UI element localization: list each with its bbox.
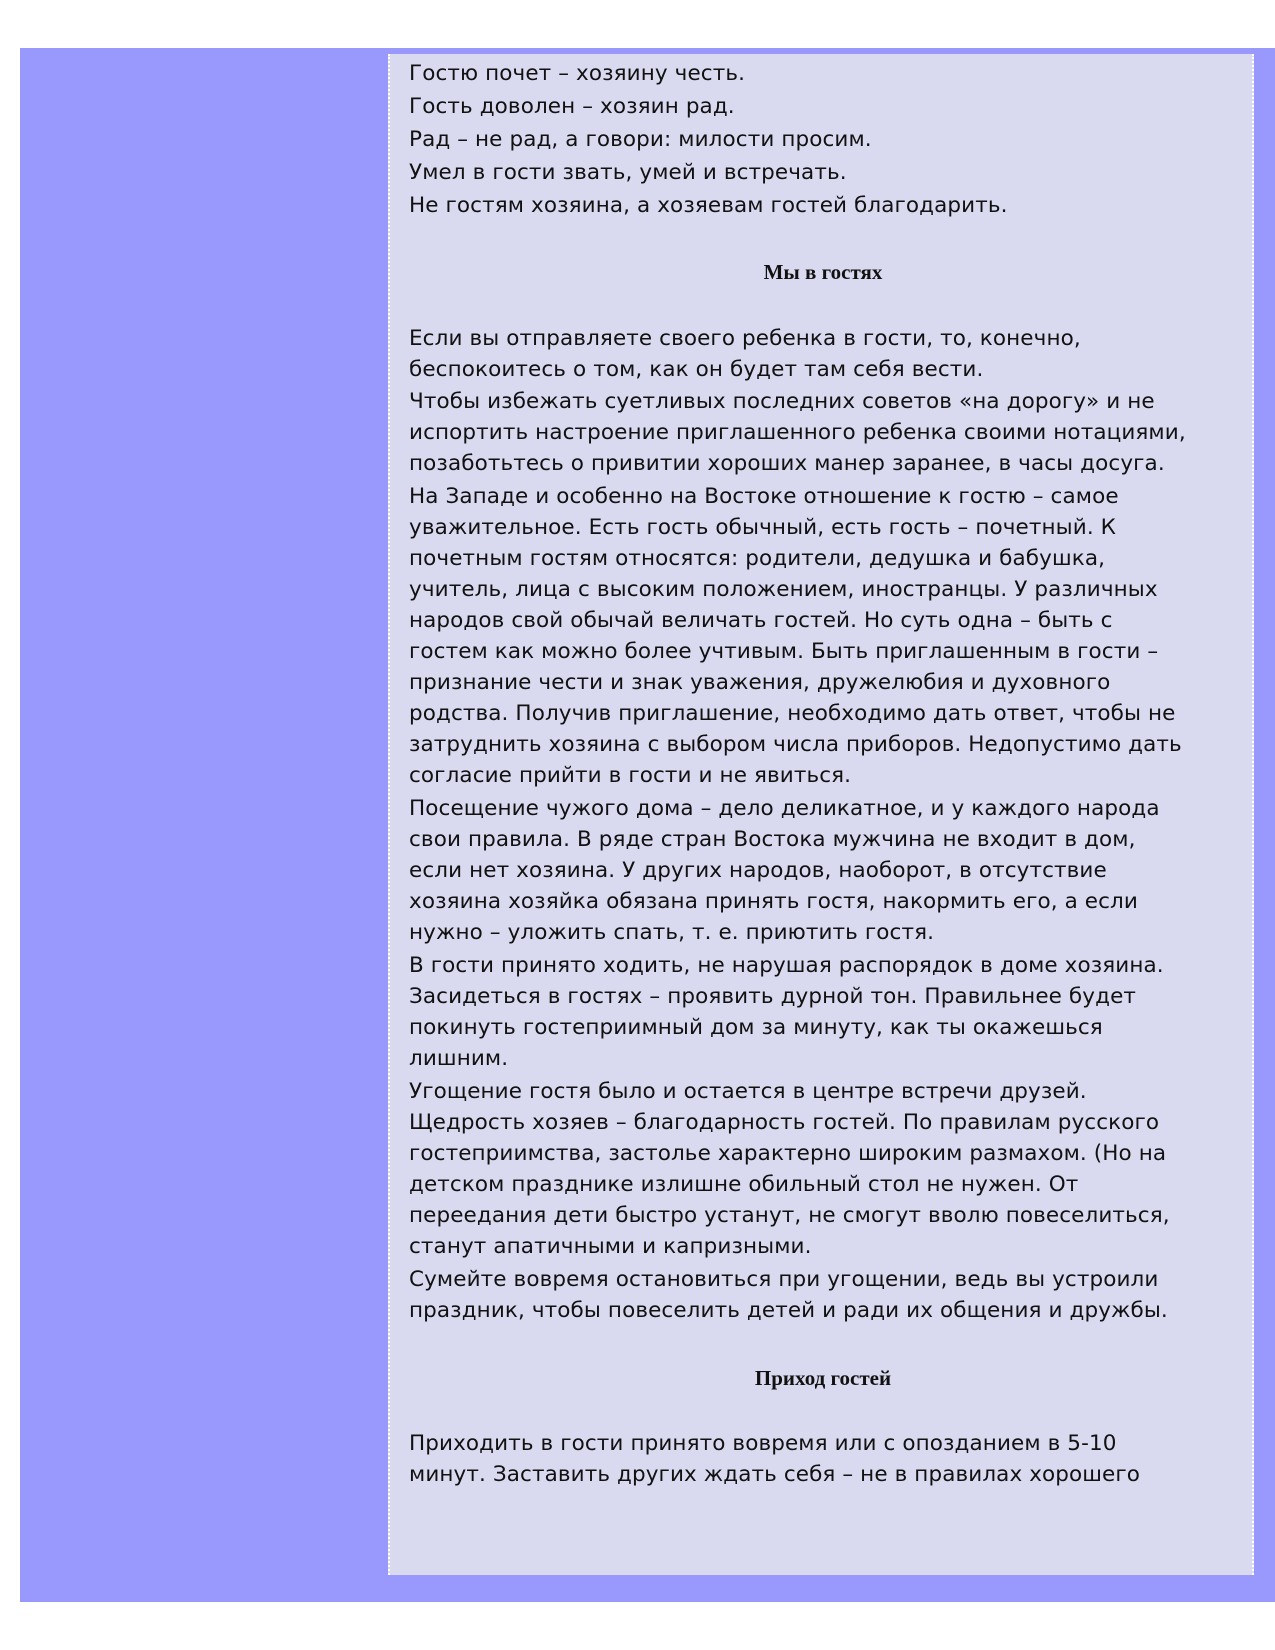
- proverb: Гость доволен – хозяин рад.: [409, 94, 735, 119]
- text-line: затруднить хозяина с выбором числа приборов. Недопустимо дать: [409, 732, 1182, 757]
- text-line: учитель, лица с высоким положением, иностранцы. У различных: [409, 577, 1158, 602]
- text-line: родства. Получив приглашение, необходимо дать ответ, чтобы не: [409, 701, 1176, 726]
- text-line: уважительное. Есть гость обычный, есть гость – почетный. К: [409, 515, 1117, 540]
- text-line: покинуть гостеприимный дом за минуту, как ты окажешься: [409, 1015, 1103, 1040]
- section-heading: Мы в гостях: [763, 260, 883, 284]
- text-line: Чтобы избежать суетливых последних советов «на дорогу» и не: [409, 389, 1155, 414]
- text-line: народов свой обычай величать гостей. Но суть одна – быть с: [409, 608, 1113, 633]
- text-line: Сумейте вовремя остановиться при угощении, ведь вы устроили: [409, 1267, 1159, 1292]
- text-line: признание чести и знак уважения, дружелюбия и духовного: [409, 670, 1111, 695]
- text-line: переедания дети быстро устанут, не смогут вволю повеселиться,: [409, 1203, 1170, 1228]
- text-line: почетным гостям относятся: родители, дедушка и бабушка,: [409, 546, 1106, 571]
- text-line: нужно – уложить спать, т. е. приютить гостя.: [409, 920, 935, 945]
- proverb: Гостю почет – хозяину честь.: [409, 61, 746, 86]
- text-line: праздник, чтобы повеселить детей и ради их общения и дружбы.: [409, 1298, 1168, 1323]
- text-line: лишним.: [409, 1046, 509, 1071]
- text-line: На Западе и особенно на Востоке отношение к гостю – самое: [409, 484, 1119, 509]
- proverb: Рад – не рад, а говори: милости просим.: [409, 127, 872, 152]
- text-line: согласие прийти в гости и не явиться.: [409, 763, 852, 788]
- content-box: [388, 54, 1254, 1575]
- page-background: [20, 48, 1275, 1602]
- text-line: Приходить в гости принято вовремя или с опозданием в 5-10: [409, 1431, 1117, 1456]
- text-line: Угощение гостя было и остается в центре встречи друзей.: [409, 1079, 1087, 1104]
- text-line: В гости принято ходить, не нарушая распорядок в доме хозяина.: [409, 953, 1164, 978]
- text-line: станут апатичными и капризными.: [409, 1234, 812, 1259]
- text-line: Если вы отправляете своего ребенка в гости, то, конечно,: [409, 326, 1081, 351]
- text-line: Посещение чужого дома – дело деликатное, и у каждого народа: [409, 796, 1160, 821]
- text-line: испортить настроение приглашенного ребенка своими нотациями,: [409, 420, 1186, 445]
- text-line: позаботьтесь о привитии хороших манер заранее, в часы досуга.: [409, 451, 1165, 476]
- proverb: Умел в гости звать, умей и встречать.: [409, 160, 847, 185]
- text-line: хозяина хозяйка обязана принять гостя, накормить его, а если: [409, 889, 1138, 914]
- text-line: беспокоитесь о том, как он будет там себя вести.: [409, 357, 984, 382]
- text-line: гостеприимства, застолье характерно широким размахом. (Но на: [409, 1141, 1167, 1166]
- text-line: детском празднике излишне обильный стол не нужен. От: [409, 1172, 1079, 1197]
- section-heading: Приход гостей: [754, 1366, 892, 1390]
- proverb: Не гостям хозяина, а хозяевам гостей благодарить.: [409, 193, 1008, 218]
- text-line: свои правила. В ряде стран Востока мужчина не входит в дом,: [409, 827, 1136, 852]
- text-line: гостем как можно более учтивым. Быть приглашенным в гости –: [409, 639, 1159, 664]
- text-line: минут. Заставить других ждать себя – не в правилах хорошего: [409, 1462, 1141, 1487]
- text-line: Щедрость хозяев – благодарность гостей. По правилам русского: [409, 1110, 1160, 1135]
- text-line: Засидеться в гостях – проявить дурной тон. Правильнее будет: [409, 984, 1137, 1009]
- text-line: если нет хозяина. У других народов, наоборот, в отсутствие: [409, 858, 1107, 883]
